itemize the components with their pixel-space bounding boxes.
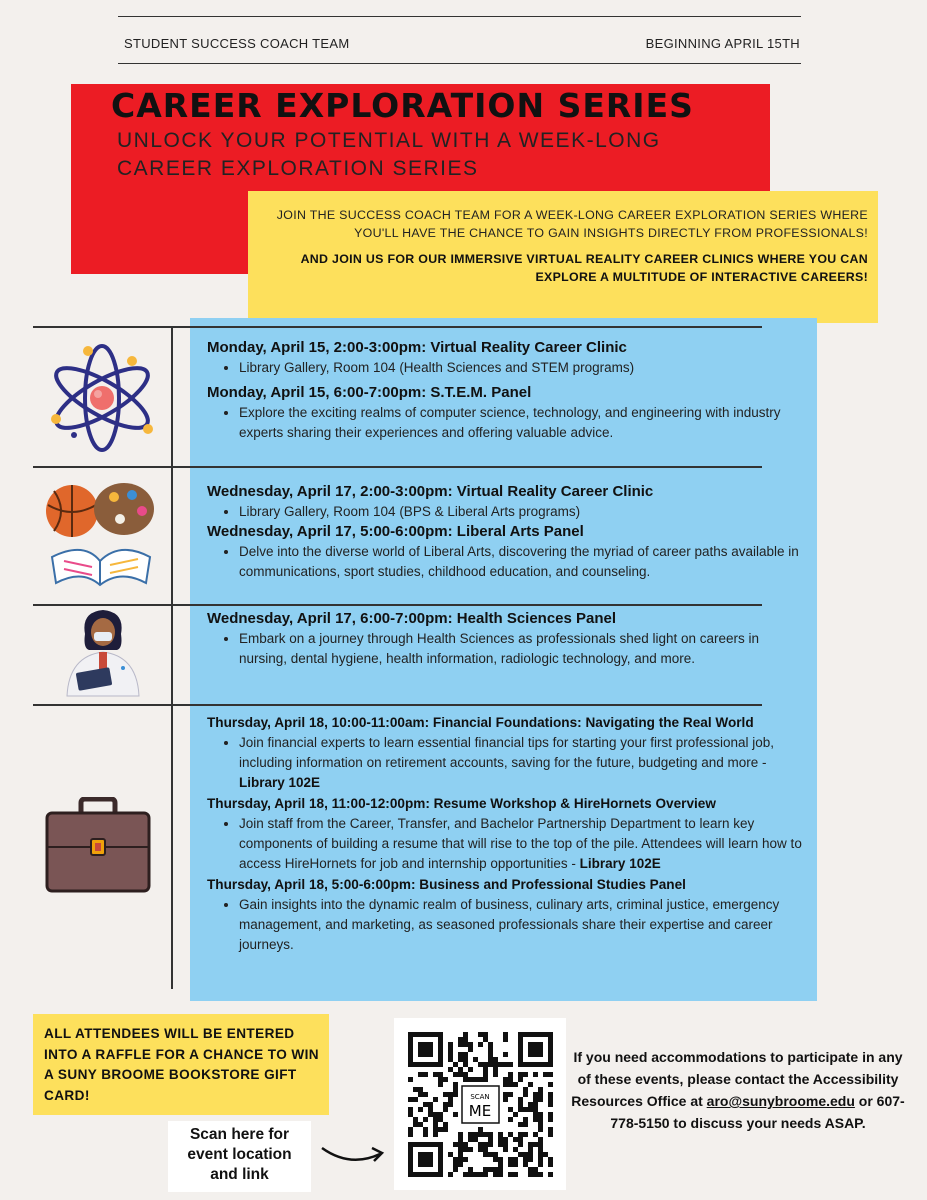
arrow-icon: [320, 1138, 386, 1173]
event-detail: • Explore the exciting realms of computer science, technology, and engineering with industry experts sharing their experiences and offering valuable advice.: [239, 403, 807, 443]
header-right: BEGINNING APRIL 15TH: [645, 36, 800, 51]
qr-code-icon: [394, 1018, 566, 1190]
schedule-divider: [33, 704, 762, 706]
event-location: Library 102E: [239, 775, 321, 790]
schedule-column-divider: [171, 326, 173, 989]
header-divider: [118, 63, 801, 64]
intro-vr-text: AND JOIN US FOR OUR IMMERSIVE VIRTUAL REALITY CAREER CLINICS WHERE YOU CAN EXPLORE A MULTITUDE OF INTERACTIVE CAREERS!: [300, 252, 868, 284]
intro-box: [248, 191, 878, 323]
schedule-divider: [33, 466, 762, 468]
qr-label-bottom: ME: [468, 1102, 492, 1120]
event-title: Wednesday, April 17, 2:00-3:00pm: Virtual Reality Career Clinic: [207, 483, 654, 500]
event-detail: • Embark on a journey through Health Sciences as professionals shed light on careers in nursing, dental hygiene, health information, radiologic technology, and more.: [239, 629, 807, 669]
event-detail: • Library Gallery, Room 104 (BPS & Liberal Arts programs): [239, 502, 807, 522]
qr-code[interactable]: [394, 1018, 566, 1190]
event-detail: • Library Gallery, Room 104 (Health Sciences and STEM programs): [239, 358, 807, 378]
event-detail: • Delve into the diverse world of Liberal Arts, discovering the myriad of career paths available in communications, sport studies, childhood education, and counseling.: [239, 542, 807, 582]
event-title: Wednesday, April 17, 5:00-6:00pm: Liberal Arts Panel: [207, 523, 584, 540]
event-detail: • Gain insights into the dynamic realm of business, culinary arts, criminal justice, emergency management, and marketing, as seasoned professionals share their expertise and career journeys.: [239, 895, 807, 955]
section-thursday: [207, 713, 807, 955]
event-title: Thursday, April 18, 11:00-12:00pm: Resume Workshop & HireHornets Overview: [207, 796, 716, 811]
page-title: CAREER EXPLORATION SERIES: [111, 86, 694, 125]
event-title: Wednesday, April 17, 6:00-7:00pm: Health Sciences Panel: [207, 610, 617, 627]
section-wednesday: [207, 482, 807, 582]
intro-text: JOIN THE SUCCESS COACH TEAM FOR A WEEK-LONG CAREER EXPLORATION SERIES WHERE YOU'LL HAVE THE CHANCE TO GAIN INSIGHTS DIRECTLY FROM PROFESSIONALS!: [276, 208, 868, 240]
briefcase-icon: [45, 797, 151, 898]
schedule-divider: [33, 326, 762, 328]
accessibility-email-link[interactable]: aro@sunybroome.edu: [706, 1093, 855, 1109]
section-wednesday-health: [207, 609, 807, 669]
event-detail: • Join staff from the Career, Transfer, and Bachelor Partnership Department to learn key components of building a resume that will rise to the top of the pile. Attendees will learn how to access HireHornets for job and internship opportunities - Library 102E: [239, 814, 807, 874]
event-title: Monday, April 15, 6:00-7:00pm: S.T.E.M. Panel: [207, 384, 532, 401]
raffle-notice: ALL ATTENDEES WILL BE ENTERED INTO A RAFFLE FOR A CHANCE TO WIN A SUNY BROOME BOOKSTORE GIFT CARD!: [33, 1014, 329, 1115]
accessibility-notice: If you need accommodations to participate in any of these events, please contact the Accessibility Resources Office at aro@sunybroome.edu or 607-778-5150 to discuss your needs ASAP.: [571, 1049, 905, 1131]
event-title: Monday, April 15, 2:00-3:00pm: Virtual Reality Career Clinic: [207, 339, 627, 356]
header-left: STUDENT SUCCESS COACH TEAM: [124, 36, 350, 51]
event-detail: • Join financial experts to learn essential financial tips for starting your first professional job, including information on retirement accounts, saving for the future, budgeting and more - Library 102E: [239, 733, 807, 793]
event-title: Thursday, April 18, 10:00-11:00am: Financial Foundations: Navigating the Real World: [207, 715, 754, 730]
event-location: Library 102E: [579, 856, 661, 871]
section-monday: [207, 338, 807, 443]
page-subtitle: UNLOCK YOUR POTENTIAL WITH A WEEK-LONG CAREER EXPLORATION SERIES: [117, 129, 661, 180]
scan-instructions: Scan here for event location and link: [168, 1121, 311, 1192]
health-worker-icon: [63, 606, 143, 703]
qr-label-top: SCAN: [470, 1093, 490, 1101]
atom-icon: [44, 343, 160, 458]
top-divider: [118, 16, 801, 17]
event-title: Thursday, April 18, 5:00-6:00pm: Business and Professional Studies Panel: [207, 877, 686, 892]
liberal-arts-icon: [42, 479, 157, 594]
